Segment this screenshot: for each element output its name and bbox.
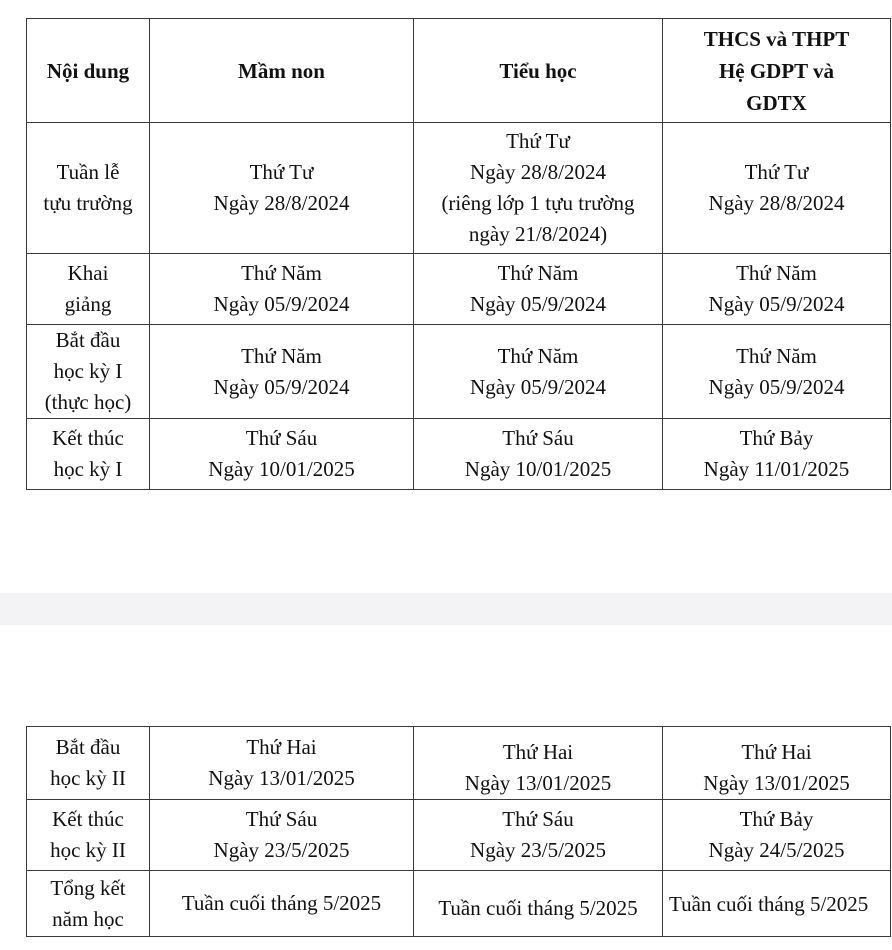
table-cell: Thứ Bảy Ngày 24/5/2025 <box>663 800 891 871</box>
table-cell: Thứ Năm Ngày 05/9/2024 <box>663 254 891 325</box>
school-calendar-table-part-1 <box>26 18 891 490</box>
table-cell: Thứ Hai Ngày 13/01/2025 <box>150 727 414 800</box>
table-cell: Tuần cuối tháng 5/2025 <box>414 871 663 937</box>
header-mam-non: Mầm non <box>150 19 414 123</box>
table-cell: Thứ Tư Ngày 28/8/2024 (riêng lớp 1 tựu trường ngày 21/8/2024) <box>414 123 663 254</box>
table-cell: Thứ Năm Ngày 05/9/2024 <box>150 325 414 419</box>
row-label: Tuần lễ tựu trường <box>27 123 150 254</box>
table-cell: Thứ Tư Ngày 28/8/2024 <box>150 123 414 254</box>
table-cell: Thứ Sáu Ngày 10/01/2025 <box>414 419 663 490</box>
table-row <box>27 871 891 937</box>
table-cell: Thứ Sáu Ngày 23/5/2025 <box>414 800 663 871</box>
header-noi-dung: Nội dung <box>27 19 150 123</box>
table-cell: Thứ Sáu Ngày 23/5/2025 <box>150 800 414 871</box>
table-row <box>27 254 891 325</box>
header-tieu-hoc: Tiểu học <box>414 19 663 123</box>
table-row <box>27 800 891 871</box>
row-label: Khai giảng <box>27 254 150 325</box>
table-cell: Thứ Sáu Ngày 10/01/2025 <box>150 419 414 490</box>
page-separator <box>0 593 892 625</box>
table-row <box>27 123 891 254</box>
table-row <box>27 325 891 419</box>
school-calendar-table-part-2 <box>26 726 891 937</box>
table-cell: Thứ Tư Ngày 28/8/2024 <box>663 123 891 254</box>
table-cell: Thứ Năm Ngày 05/9/2024 <box>414 325 663 419</box>
row-label: Bắt đầu học kỳ II <box>27 727 150 800</box>
row-label: Tổng kết năm học <box>27 871 150 937</box>
row-label: Kết thúc học kỳ II <box>27 800 150 871</box>
table-cell: Thứ Bảy Ngày 11/01/2025 <box>663 419 891 490</box>
table-cell: Thứ Hai Ngày 13/01/2025 <box>414 727 663 800</box>
table-row <box>27 727 891 800</box>
table-cell: Thứ Năm Ngày 05/9/2024 <box>414 254 663 325</box>
table-cell: Tuần cuối tháng 5/2025 <box>150 871 414 937</box>
table-cell: Thứ Năm Ngày 05/9/2024 <box>150 254 414 325</box>
table-row <box>27 419 891 490</box>
table-cell: Thứ Hai Ngày 13/01/2025 <box>663 727 891 800</box>
table-cell: Thứ Năm Ngày 05/9/2024 <box>663 325 891 419</box>
table-cell: Tuần cuối tháng 5/2025 <box>663 871 891 937</box>
header-thcs-thpt: THCS và THPT Hệ GDPT và GDTX <box>663 19 891 123</box>
row-label: Bắt đầu học kỳ I (thực học) <box>27 325 150 419</box>
row-label: Kết thúc học kỳ I <box>27 419 150 490</box>
header-row <box>27 19 891 123</box>
